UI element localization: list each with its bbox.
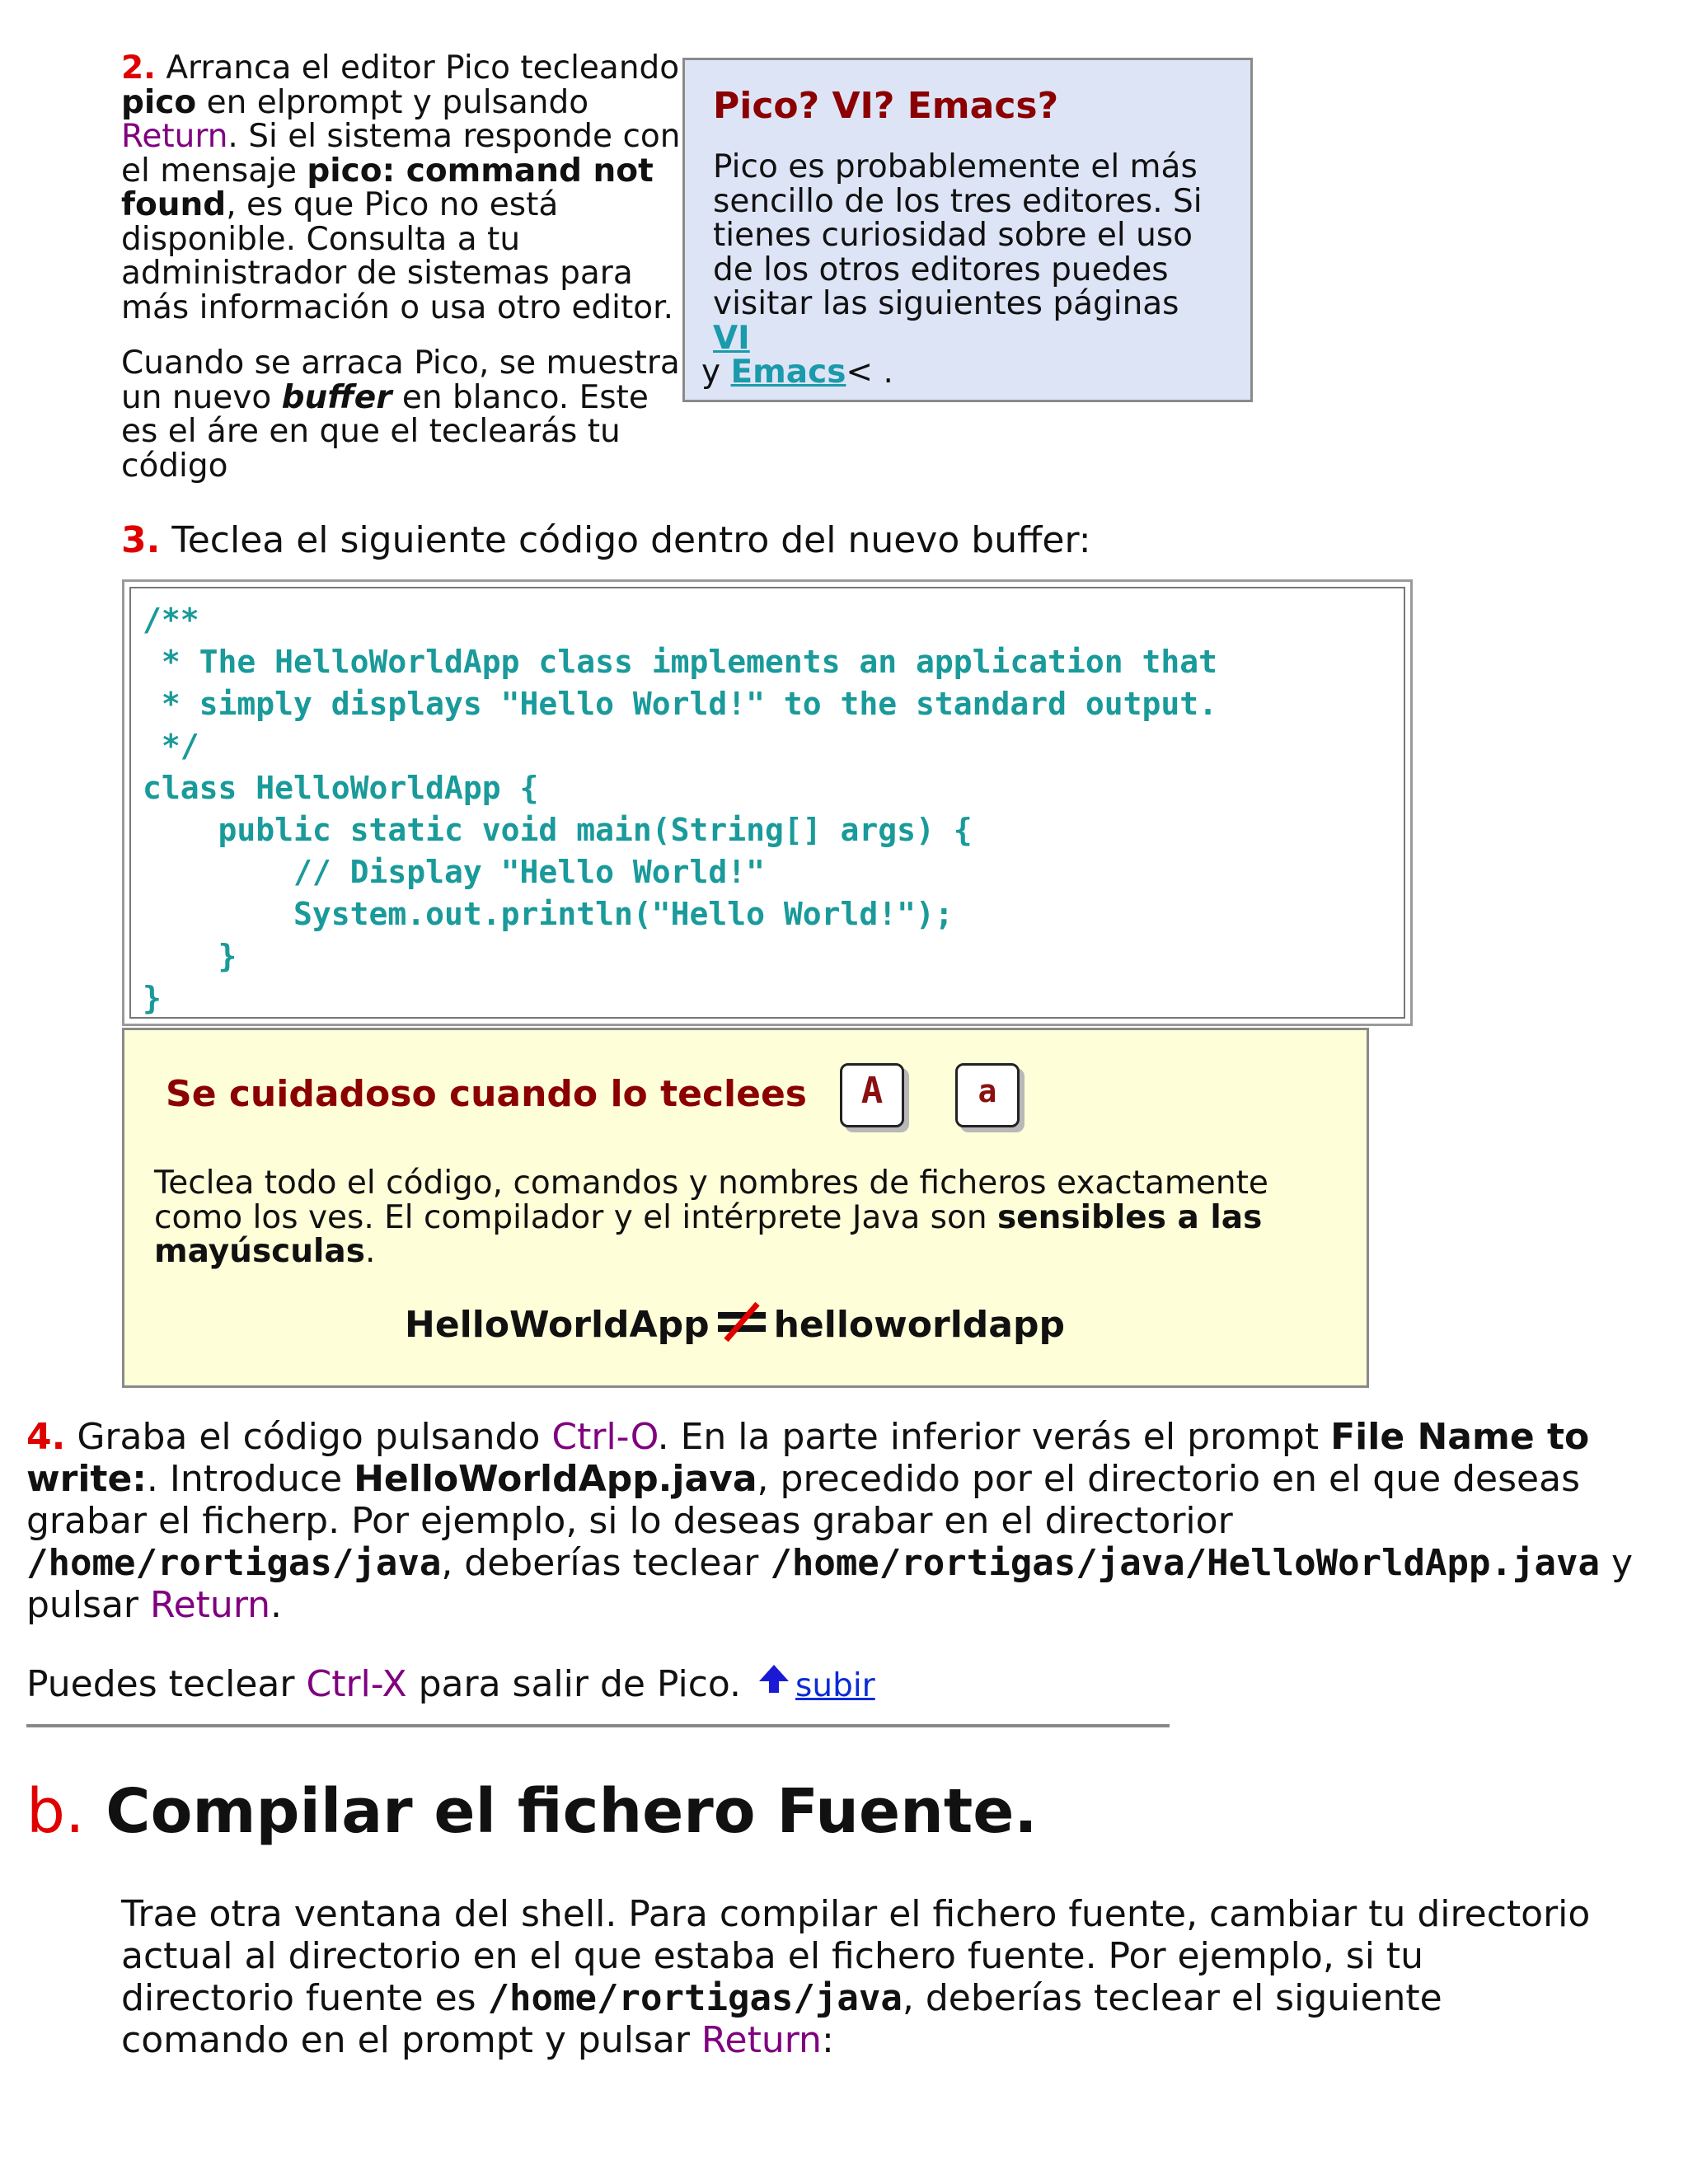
- step-4: 4. Graba el código pulsando Ctrl-O. En la parte inferior verás el prompt File Name to write:. Introduce HelloWorldApp.java, precedido por el directorio en el que deseas grabar el ficherp. Por ejemplo, si lo deseas grabar en el directorior /home/rortigas/java, deberías teclear /home/rortigas/java/HelloWorldApp.java y pulsar Return.: [26, 1416, 1634, 1626]
- file-name: HelloWorldApp.java: [354, 1458, 757, 1500]
- uppercase-key-icon: A: [840, 1063, 904, 1127]
- step-3: 3. Teclea el siguiente código dentro del nuevo buffer:: [121, 519, 1091, 561]
- ctrl-x-key: Ctrl-X: [306, 1663, 407, 1705]
- section-heading: b. Compilar el fichero Fuente.: [26, 1776, 1038, 1847]
- step-2: [121, 51, 682, 483]
- case-comparison: [405, 1304, 1065, 1348]
- compare-left: HelloWorldApp: [405, 1304, 710, 1346]
- caution-title: Se cuidadoso cuando lo teclees: [166, 1073, 807, 1115]
- sidebar-title: Pico? VI? Emacs?: [713, 85, 1059, 127]
- return-key: Return: [701, 2019, 822, 2061]
- editor-sidebar: [682, 58, 1253, 402]
- caution-text: Teclea todo el código, comandos y nombres de ficheros exactamente como los ves. El compilador y el intérprete Java son sensibles a las mayúsculas.: [154, 1165, 1268, 1270]
- java-code: /** * The HelloWorldApp class implements an application that * simply displays "Hello World!" to the standard output. */ class HelloWorldApp { public static void main(String[] args) { // Display "Hello World!" System.out.println("Hello World!"); } }: [143, 602, 1218, 1016]
- return-key: Return: [150, 1584, 271, 1626]
- step-2-paragraph: 2. Arranca el editor Pico tecleando pico en elprompt y pulsando Return. Si el sistema responde con el mensaje pico: command not found, es que Pico no está disponible. Consulta a tu administrador de sistemas para más información o usa otro editor.: [121, 49, 681, 326]
- pico-command: pico: [121, 83, 197, 121]
- sidebar-text: Pico es probablemente el más sencillo de los tres editores. Si tienes curiosidad sobre el uso de los otros editores puedes visitar las siguientes páginas VI y Emacs< .: [701, 148, 1203, 391]
- step-number: 4.: [26, 1416, 66, 1458]
- file-name-prompt: File Name to write:: [26, 1416, 1590, 1500]
- step-number: 2.: [121, 49, 156, 87]
- section-letter: b.: [26, 1776, 85, 1847]
- exit-instruction: Puedes teclear Ctrl-X para salir de Pico. subir: [26, 1663, 875, 1705]
- error-message: pico: command not found: [121, 152, 654, 223]
- lowercase-key-icon: a: [955, 1063, 1020, 1127]
- subir-link[interactable]: subir: [795, 1667, 875, 1704]
- up-arrow-icon[interactable]: [757, 1663, 790, 1704]
- not-equal-icon: [715, 1301, 769, 1343]
- directory-path: /home/rortigas/java: [487, 1977, 903, 2019]
- compare-right: helloworldapp: [773, 1304, 1065, 1346]
- buffer-term: buffer: [281, 378, 392, 416]
- case-sensitive-note: sensibles a las mayúsculas: [154, 1198, 1263, 1270]
- ctrl-o-key: Ctrl-O: [551, 1416, 658, 1458]
- full-path: /home/rortigas/java/HelloWorldApp.java: [770, 1542, 1600, 1584]
- step-number: 3.: [121, 519, 161, 561]
- divider: [26, 1724, 1170, 1727]
- buffer-paragraph: Cuando se arraca Pico, se muestra un nuevo buffer en blanco. Este es el áre en que el teclearás tu código: [121, 344, 680, 485]
- return-key: Return: [121, 118, 228, 155]
- code-box: [122, 579, 1413, 1026]
- code-frame: [129, 587, 1405, 1019]
- vi-link[interactable]: VI: [713, 319, 750, 357]
- caution-box: [122, 1028, 1369, 1388]
- compile-instructions: Trae otra ventana del shell. Para compilar el fichero fuente, cambiar tu directorio actual al directorio en el que estaba el fichero fuente. Por ejemplo, si tu directorio fuente es /home/rortigas/java, deberías teclear el siguiente comando en el prompt y pulsar Return:: [121, 1893, 1591, 2061]
- directory-path: /home/rortigas/java: [26, 1542, 442, 1584]
- emacs-link[interactable]: Emacs: [730, 354, 846, 391]
